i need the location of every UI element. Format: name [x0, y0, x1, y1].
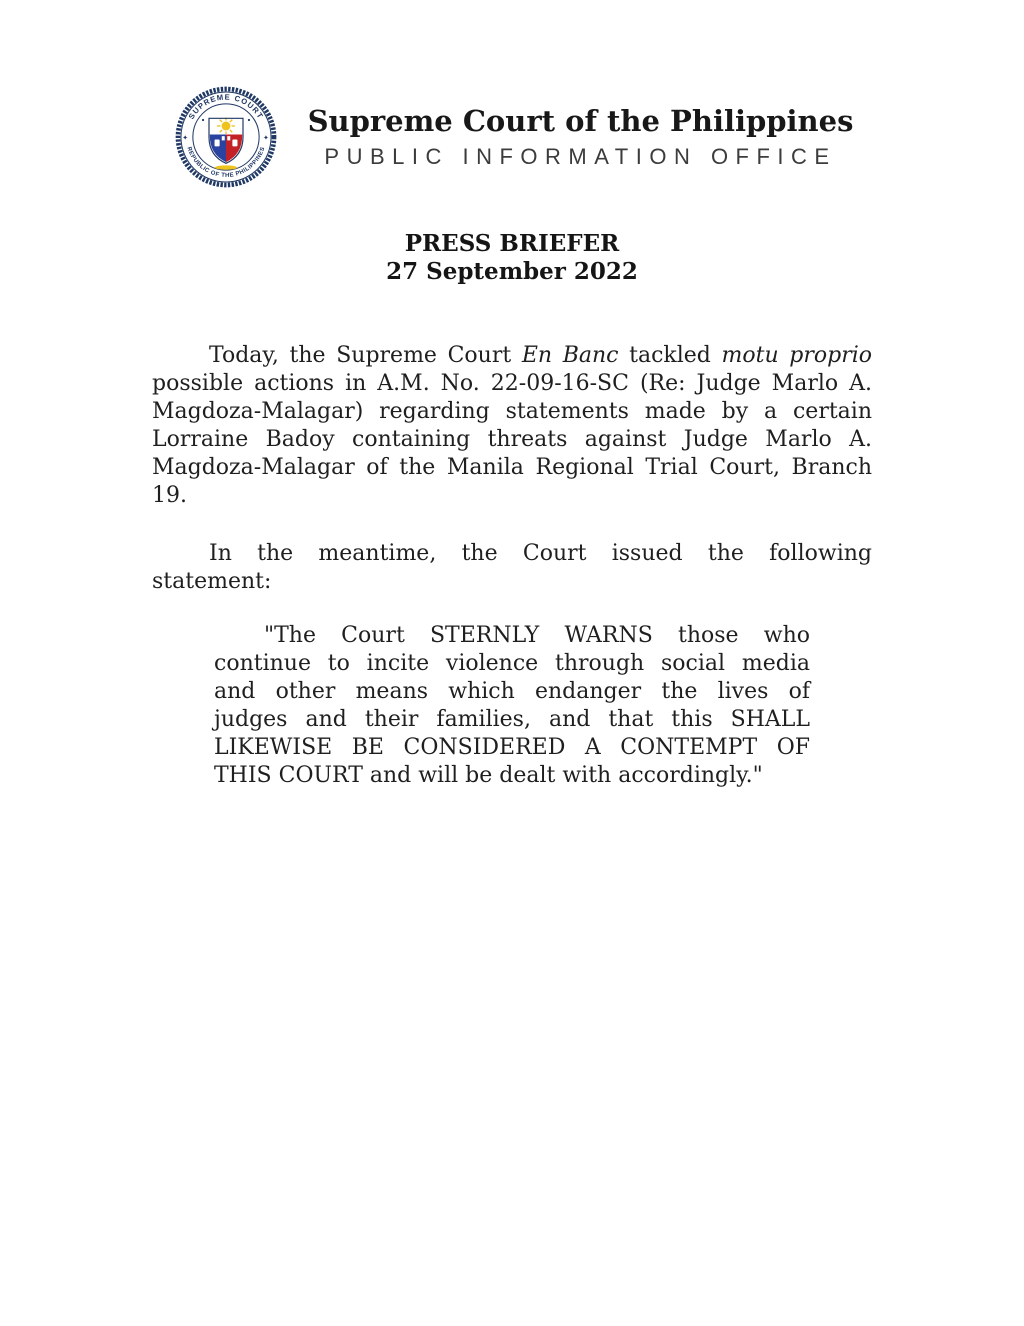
- seal-sun-icon: [222, 122, 231, 131]
- text-segment: judges and their families, and that this SHALL: [214, 707, 810, 732]
- seal-lion-mark: [232, 140, 237, 147]
- document-header: [175, 86, 854, 188]
- text-line: [214, 622, 810, 650]
- seal-bottom-text: REPUBLIC OF THE PHILIPPINES: [185, 146, 267, 179]
- text-segment: Magdoza-Malagar of the Manila Regional Trial Court, Branch: [152, 455, 872, 480]
- text-line: [214, 762, 810, 790]
- text-segment: Lorraine Badoy containing threats against Judge Marlo A.: [152, 427, 872, 452]
- text-segment: continue to incite violence through social media: [214, 651, 810, 676]
- text-segment: LIKEWISE BE CONSIDERED A CONTEMPT OF: [214, 735, 810, 760]
- text-segment: tackled: [618, 343, 722, 368]
- text-segment: THIS COURT and will be dealt with accordingly.": [214, 763, 763, 788]
- text-line: [214, 734, 810, 762]
- text-segment: Today, the Supreme Court: [209, 343, 522, 368]
- title-date: 27 September 2022: [386, 258, 638, 285]
- text-line: [152, 342, 872, 370]
- text-line: [152, 540, 872, 568]
- seal-sparkle-left: [202, 119, 204, 121]
- text-segment: and other means which endanger the lives of: [214, 679, 810, 704]
- text-line: [152, 370, 872, 398]
- text-segment: statement:: [152, 569, 272, 594]
- text-segment: Magdoza-Malagar) regarding statements made by a certain: [152, 399, 872, 424]
- text-line: [152, 454, 872, 482]
- paragraph-2: [152, 540, 872, 596]
- document-body: [152, 342, 872, 790]
- title-heading: PRESS BRIEFER: [404, 230, 620, 257]
- text-line: [152, 482, 872, 510]
- seal-scroll: [215, 165, 237, 169]
- italic-text-segment: motu proprio: [721, 343, 872, 368]
- seal-sparkle-right: [248, 119, 250, 121]
- document-title: [0, 230, 1024, 286]
- text-line: [152, 568, 872, 596]
- text-line: [152, 426, 872, 454]
- text-line: [214, 706, 810, 734]
- text-segment: 19.: [152, 483, 187, 508]
- seal-mark-right: [227, 136, 230, 140]
- seal-mark-left: [222, 136, 225, 140]
- seal-eagle-mark: [215, 140, 220, 147]
- office-name: PUBLIC INFORMATION OFFICE: [324, 143, 837, 169]
- text-line: [214, 650, 810, 678]
- org-name: Supreme Court of the Philippines: [307, 103, 854, 138]
- supreme-court-seal-icon: [175, 86, 277, 188]
- seal-left-star-icon: ✦: [182, 133, 188, 142]
- text-line: [152, 398, 872, 426]
- text-segment: In the meantime, the Court issued the following: [209, 541, 872, 566]
- paragraph-1: [152, 342, 872, 510]
- italic-text-segment: En Banc: [521, 343, 619, 368]
- seal-right-star-icon: ✦: [262, 133, 269, 142]
- text-line: [214, 678, 810, 706]
- text-segment: possible actions in A.M. No. 22-09-16-SC (Re: Judge Marlo A.: [152, 371, 872, 396]
- header-text-block: [307, 103, 854, 172]
- seal-top-text: SUPREME COURT: [186, 92, 266, 121]
- court-statement-quote: [214, 622, 810, 790]
- text-segment: "The Court STERNLY WARNS those who: [264, 623, 810, 648]
